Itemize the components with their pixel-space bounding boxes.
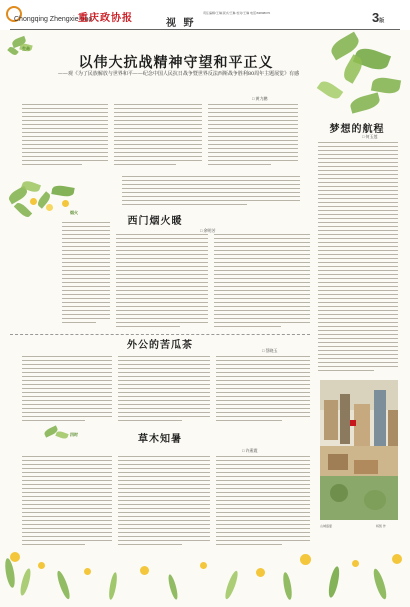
- bitter-melon-col-3: [216, 356, 310, 426]
- main-headline: 以伟大抗战精神守望和平正义: [78, 55, 274, 71]
- section-name: 视 野: [166, 18, 196, 29]
- main-byline: □ 黄力鹏: [252, 96, 268, 101]
- painting-caption-author: 杨凯 作: [376, 524, 386, 528]
- bitter-melon-col-1: [22, 356, 112, 426]
- bitter-melon-byline: □ 蔡晓玉: [262, 348, 278, 353]
- main-article-col-2: [114, 104, 202, 172]
- section-divider-1: [10, 334, 310, 335]
- city-painting-image: [320, 380, 398, 520]
- plants-summer-col-3: [216, 456, 310, 548]
- brand-english-name: Chongqing Zhengxie bao: [14, 16, 93, 23]
- plants-summer-col-2: [118, 456, 210, 548]
- brand-chinese-name: 重庆政协报: [78, 13, 133, 24]
- painting-caption-title: 山城盛夏: [320, 524, 333, 528]
- ximen-byline: □ 余明芳: [200, 228, 216, 233]
- page-header: [0, 0, 410, 30]
- article-title-plants-know-summer: 草木知暑: [138, 434, 182, 445]
- article-title-bitter-melon-tea: 外公的苦瓜茶: [127, 340, 193, 351]
- main-subtitle: ——观《为了民族解放与世界和平——纪念中国人民抗日战争暨世界反法西斯战争胜利80周年主题展览》有感: [57, 71, 300, 77]
- tag-seasons: 四时: [70, 432, 78, 437]
- editor-info: 责任编辑/王琳 版式/王琳 校对/王琳 电话/63808070: [203, 11, 271, 15]
- dream-voyage-byline: □ 何玉莲: [362, 134, 378, 139]
- tag-life: 生命: [22, 46, 30, 51]
- ximen-col-2: [116, 234, 208, 330]
- article-title-dream-voyage: 梦想的航程: [329, 124, 385, 135]
- bitter-melon-col-2: [118, 356, 210, 426]
- plants-summer-col-1: [22, 456, 112, 548]
- main-article-col-3: [208, 104, 298, 172]
- page-number: 3版: [372, 10, 385, 25]
- tag-smoke: 烟火: [70, 210, 78, 215]
- article-title-ximen: 西门烟火暖: [127, 216, 183, 227]
- header-rule: [10, 29, 400, 30]
- ximen-col-3: [214, 234, 310, 330]
- main-article-col-4: [122, 176, 300, 210]
- main-article-col-1: [22, 104, 108, 172]
- dream-voyage-body: [318, 142, 398, 374]
- plants-summer-byline: □ 许燕霞: [242, 448, 258, 453]
- bottom-flower-decoration: [0, 548, 410, 607]
- ximen-col-1: [62, 222, 110, 328]
